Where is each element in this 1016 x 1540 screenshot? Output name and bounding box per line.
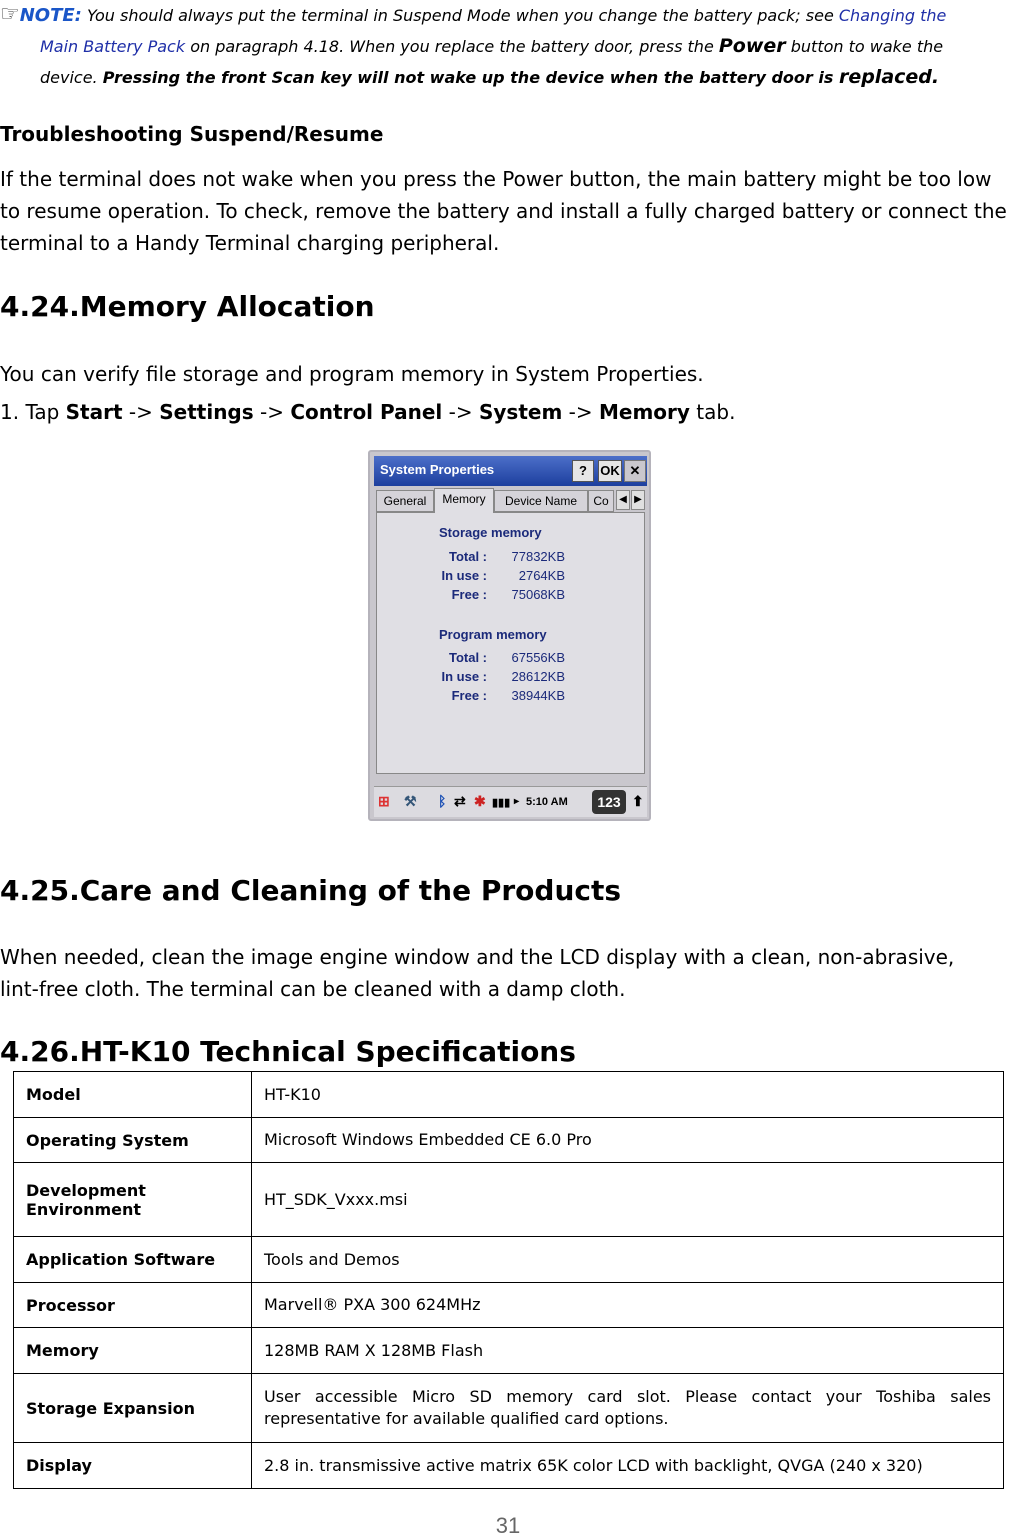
program-inuse-label: In use : bbox=[441, 669, 487, 684]
arrow-right-icon: ▸ bbox=[514, 796, 520, 807]
tab-general[interactable]: General bbox=[376, 490, 434, 512]
storage-total-label: Total : bbox=[448, 549, 487, 564]
program-free-label: Free : bbox=[451, 688, 487, 703]
spec-value: HT-K10 bbox=[252, 1072, 1004, 1118]
spec-value: User accessible Micro SD memory card slot. Please contact your Toshiba sales representative for available qualified card options. bbox=[252, 1374, 1004, 1443]
tab-scroll-right-icon[interactable]: ▶ bbox=[631, 490, 645, 510]
care-heading: 4.25.Care and Cleaning of the Products bbox=[0, 874, 622, 907]
step-system: System bbox=[478, 400, 563, 424]
spec-key: Memory bbox=[14, 1328, 252, 1374]
window-title: System Properties bbox=[380, 462, 495, 477]
spec-key: Operating System bbox=[14, 1118, 252, 1163]
note-label: NOTE: bbox=[19, 5, 82, 26]
specs-table bbox=[13, 1071, 1004, 1489]
note-bold-tail: Pressing the front Scan key will not wake up the device when the battery door is bbox=[102, 68, 839, 87]
specs-heading: 4.26.HT-K10 Technical Specifications bbox=[0, 1035, 576, 1068]
tab-device-name[interactable]: Device Name bbox=[494, 490, 588, 512]
storage-total-value: 77832KB bbox=[511, 549, 565, 564]
note-text-4: device. bbox=[40, 68, 103, 87]
program-free-value: 38944KB bbox=[511, 688, 565, 703]
input-arrow-up-icon[interactable]: ⬆ bbox=[632, 793, 644, 809]
spec-key: Processor bbox=[14, 1283, 252, 1328]
storage-inuse-label: In use : bbox=[441, 568, 487, 583]
note-link-part-2[interactable]: Main Battery Pack bbox=[40, 37, 186, 56]
ok-button[interactable]: OK bbox=[598, 460, 622, 482]
spec-key: Storage Expansion bbox=[14, 1374, 252, 1443]
note-text-1: You should always put the terminal in Suspend Mode when you change the battery pack; see bbox=[81, 6, 839, 25]
battery-icon[interactable]: ▮▮▮ bbox=[492, 797, 511, 809]
page-number: 31 bbox=[495, 1513, 521, 1538]
step-sep: -> bbox=[442, 400, 479, 424]
note-power-word: Power bbox=[718, 35, 786, 57]
memory-step bbox=[0, 396, 1016, 428]
help-button[interactable]: ? bbox=[572, 460, 594, 482]
spec-value: Marvell® PXA 300 624MHz bbox=[252, 1283, 1004, 1328]
step-prefix: 1. Tap bbox=[0, 400, 66, 424]
note-replaced-word: replaced. bbox=[838, 66, 940, 88]
clock[interactable]: 5:10 AM bbox=[526, 796, 568, 808]
spec-key: Application Software bbox=[14, 1237, 252, 1283]
memory-allocation-heading: 4.24.Memory Allocation bbox=[0, 290, 375, 323]
storage-inuse-value: 2764KB bbox=[518, 568, 565, 583]
taskbar bbox=[374, 786, 647, 817]
speaker-icon[interactable]: ✱ bbox=[474, 793, 486, 809]
spec-value: 128MB RAM X 128MB Flash bbox=[252, 1328, 1004, 1374]
note-text-2: on paragraph 4.18. When you replace the battery door, press the bbox=[185, 37, 719, 56]
step-memory: Memory bbox=[599, 400, 690, 424]
storage-free-label: Free : bbox=[451, 587, 487, 602]
troubleshooting-body: If the terminal does not wake when you press the Power button, the main battery might be too low to resume operation. To check, remove the battery and install a fully charged battery or connect the terminal to a Handy Terminal charging peripheral. bbox=[0, 167, 1007, 255]
pointing-hand-icon: ☞ bbox=[0, 2, 20, 27]
step-control-panel: Control Panel bbox=[290, 400, 443, 424]
storage-memory-heading: Storage memory bbox=[439, 525, 542, 540]
program-inuse-value: 28612KB bbox=[511, 669, 565, 684]
storage-free-value: 75068KB bbox=[511, 587, 565, 602]
step-tail: tab. bbox=[689, 400, 736, 424]
troubleshooting-heading: Troubleshooting Suspend/Resume bbox=[0, 122, 384, 146]
table-row bbox=[14, 1072, 1004, 1118]
note-link-part-1[interactable]: Changing the bbox=[838, 6, 947, 25]
close-icon[interactable]: ✕ bbox=[624, 460, 646, 482]
bluetooth-icon[interactable]: ᛒ bbox=[438, 793, 447, 809]
memory-intro: You can verify file storage and program memory in System Properties. bbox=[0, 362, 704, 386]
spec-key: Display bbox=[14, 1443, 252, 1489]
step-sep: -> bbox=[122, 400, 160, 424]
program-total-value: 67556KB bbox=[511, 650, 565, 665]
step-sep: -> bbox=[562, 400, 599, 424]
start-flag-icon[interactable]: ⊞ bbox=[378, 793, 390, 809]
program-total-label: Total : bbox=[448, 650, 487, 665]
spec-value: 2.8 in. transmissive active matrix 65K color LCD with backlight, QVGA (240 x 320) bbox=[252, 1443, 1004, 1489]
spec-key: Development Environment bbox=[14, 1163, 252, 1237]
care-body: When needed, clean the image engine window and the LCD display with a clean, non-abrasive, lint-free cloth. The terminal can be cleaned with a damp cloth. bbox=[0, 945, 955, 1001]
table-row bbox=[14, 1283, 1004, 1328]
system-properties-screenshot bbox=[368, 450, 651, 821]
program-memory-heading: Program memory bbox=[439, 627, 547, 642]
spec-value: HT_SDK_Vxxx.msi bbox=[252, 1163, 1004, 1237]
tab-scroll-left-icon[interactable]: ◀ bbox=[616, 490, 630, 510]
tab-co[interactable]: Co bbox=[588, 490, 614, 512]
memory-tab-panel bbox=[376, 512, 645, 774]
table-row bbox=[14, 1443, 1004, 1489]
table-row bbox=[14, 1328, 1004, 1374]
step-settings: Settings bbox=[159, 400, 254, 424]
table-row bbox=[14, 1237, 1004, 1283]
spec-value: Tools and Demos bbox=[252, 1237, 1004, 1283]
spec-value: Microsoft Windows Embedded CE 6.0 Pro bbox=[252, 1118, 1004, 1163]
step-sep: -> bbox=[253, 400, 291, 424]
spec-key: Model bbox=[14, 1072, 252, 1118]
tab-memory[interactable]: Memory bbox=[434, 488, 494, 513]
window-titlebar bbox=[374, 456, 647, 486]
note-text-3: button to wake the bbox=[785, 37, 944, 56]
tab-strip bbox=[374, 488, 647, 512]
connectivity-icon[interactable]: ⇄ bbox=[454, 793, 466, 809]
table-row bbox=[14, 1163, 1004, 1237]
note-block bbox=[0, 0, 1010, 93]
table-row bbox=[14, 1374, 1004, 1443]
step-start: Start bbox=[65, 400, 123, 424]
input-panel-button[interactable]: 123 bbox=[592, 790, 626, 814]
table-row bbox=[14, 1118, 1004, 1163]
desktop-tools-icon[interactable]: ⚒ bbox=[404, 793, 417, 809]
